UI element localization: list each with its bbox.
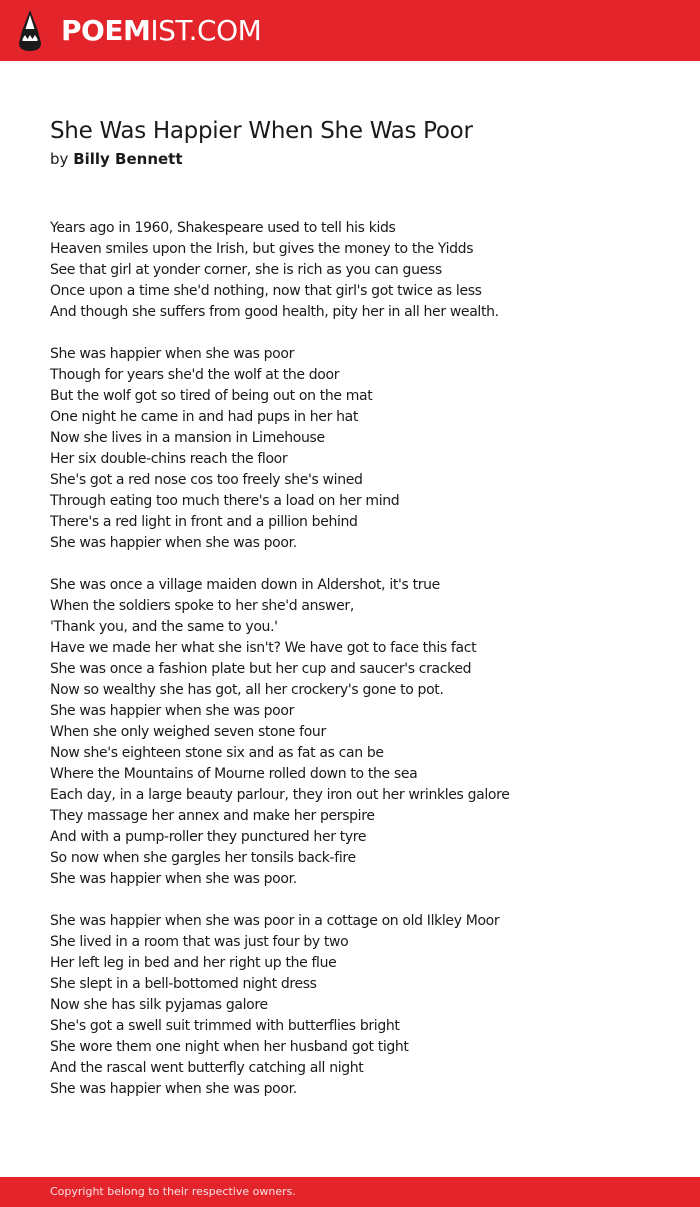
poem-line: Heaven smiles upon the Irish, but gives the money to the Yidds xyxy=(50,241,474,257)
poem-line: She was once a village maiden down in Aldershot, it's true xyxy=(50,577,440,593)
poem-title: She Was Happier When She Was Poor xyxy=(50,118,473,144)
by-label: by xyxy=(50,150,69,168)
poem-author: Billy Bennett xyxy=(73,150,183,168)
poem-stanza xyxy=(50,218,670,323)
site-logo-text xyxy=(61,15,261,47)
poem-line: And though she suffers from good health, pity her in all her wealth. xyxy=(50,304,499,320)
poem-line: Years ago in 1960, Shakespeare used to tell his kids xyxy=(50,220,396,236)
poem-line: She slept in a bell-bottomed night dress xyxy=(50,976,317,992)
site-logo-link[interactable] xyxy=(16,8,261,54)
poem-line: And with a pump-roller they punctured her tyre xyxy=(50,829,367,845)
poem-line: Where the Mountains of Mourne rolled down to the sea xyxy=(50,766,418,782)
brand-bold: POEM xyxy=(61,14,151,47)
site-header xyxy=(0,0,700,61)
poem-line: Each day, in a large beauty parlour, they iron out her wrinkles galore xyxy=(50,787,510,803)
poem-line: There's a red light in front and a pillion behind xyxy=(50,514,358,530)
poem-line: She was happier when she was poor xyxy=(50,703,295,719)
poem-line: She lived in a room that was just four by two xyxy=(50,934,349,950)
poem-byline xyxy=(50,148,183,170)
poem-line: When she only weighed seven stone four xyxy=(50,724,326,740)
poem-line: Now so wealthy she has got, all her crockery's gone to pot. xyxy=(50,682,444,698)
poem-line: She's got a red nose cos too freely she's wined xyxy=(50,472,363,488)
poem-line: One night he came in and had pups in her hat xyxy=(50,409,358,425)
poem-line: Through eating too much there's a load on her mind xyxy=(50,493,400,509)
poem-line: See that girl at yonder corner, she is rich as you can guess xyxy=(50,262,442,278)
poem-stanza xyxy=(50,911,670,1100)
poem-line: Her six double-chins reach the floor xyxy=(50,451,288,467)
poem-line: Now she has silk pyjamas galore xyxy=(50,997,268,1013)
poem-line: She wore them one night when her husband got tight xyxy=(50,1039,409,1055)
poem-stanza xyxy=(50,344,670,554)
poem-line: They massage her annex and make her perspire xyxy=(50,808,375,824)
poem-line: Her left leg in bed and her right up the flue xyxy=(50,955,337,971)
poem-line: She was happier when she was poor xyxy=(50,346,295,362)
poem-stanza xyxy=(50,575,670,890)
brand-light: IST.COM xyxy=(150,14,262,47)
poem-line: She was happier when she was poor. xyxy=(50,1081,297,1097)
site-footer xyxy=(0,1177,700,1207)
poem-line: She was happier when she was poor. xyxy=(50,535,297,551)
poem-line: But the wolf got so tired of being out on the mat xyxy=(50,388,373,404)
poem-line: She was happier when she was poor in a cottage on old Ilkley Moor xyxy=(50,913,500,929)
poem-line: Have we made her what she isn't? We have got to face this fact xyxy=(50,640,477,656)
copyright-notice: Copyright belong to their respective owners. xyxy=(50,1185,296,1198)
poem-line: And the rascal went butterfly catching all night xyxy=(50,1060,364,1076)
poem-line: Now she's eighteen stone six and as fat as can be xyxy=(50,745,384,761)
poem-line: 'Thank you, and the same to you.' xyxy=(50,619,278,635)
pen-nib-icon xyxy=(16,9,44,53)
poem-line: Once upon a time she'd nothing, now that girl's got twice as less xyxy=(50,283,482,299)
poem-line: So now when she gargles her tonsils back-fire xyxy=(50,850,356,866)
poem-line: Though for years she'd the wolf at the door xyxy=(50,367,340,383)
poem-line: When the soldiers spoke to her she'd answer, xyxy=(50,598,354,614)
poem-line: She was happier when she was poor. xyxy=(50,871,297,887)
poem-line: She's got a swell suit trimmed with butterflies bright xyxy=(50,1018,400,1034)
poem-body xyxy=(50,218,670,1121)
poem-line: She was once a fashion plate but her cup and saucer's cracked xyxy=(50,661,472,677)
poem-line: Now she lives in a mansion in Limehouse xyxy=(50,430,325,446)
